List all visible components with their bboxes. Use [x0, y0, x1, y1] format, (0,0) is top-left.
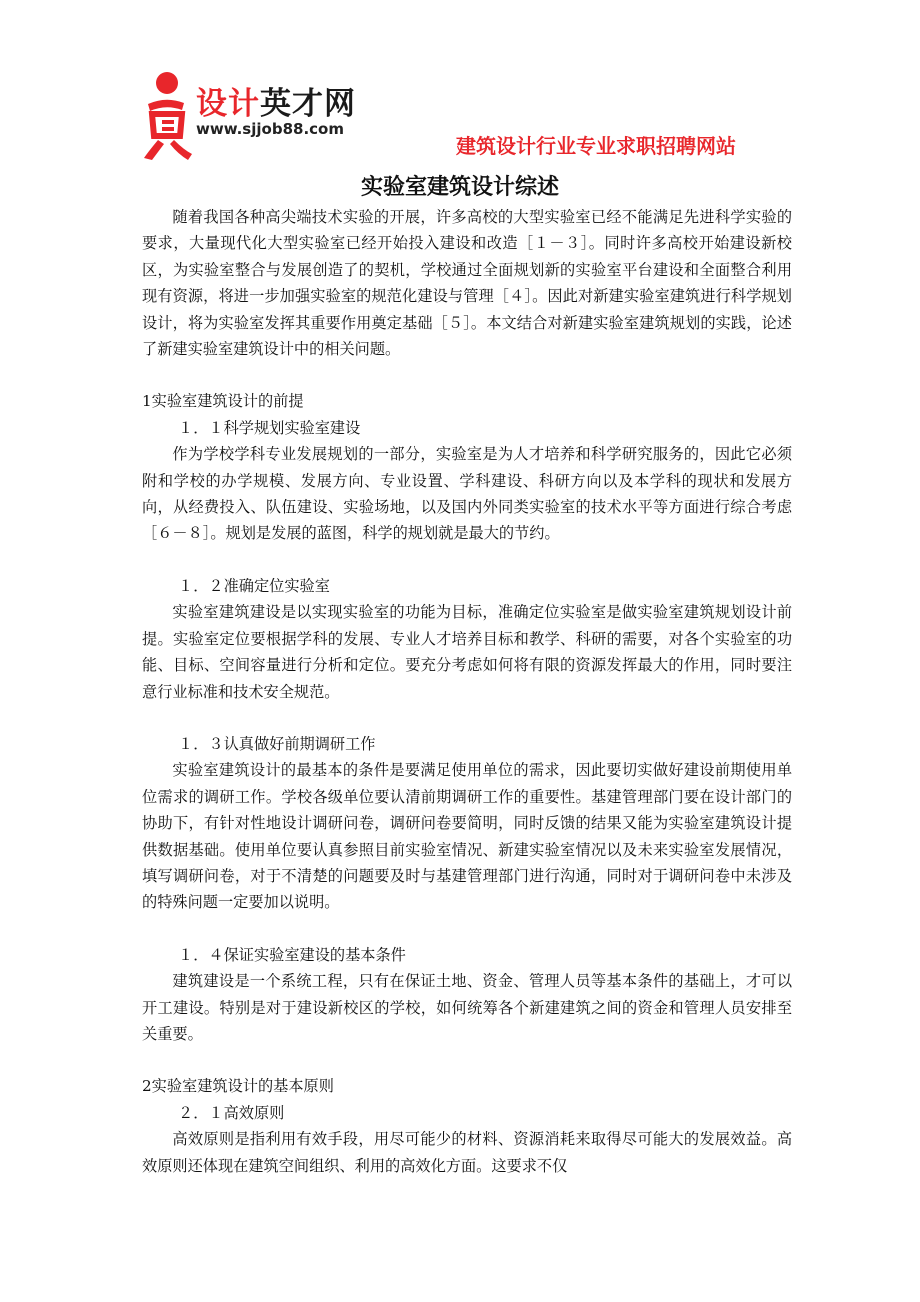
section-2-1-paragraph: 高效原则是指利用有效手段，用尽可能少的材料、资源消耗来取得尽可能大的发展效益。高效原则还体现在建筑空间组织、利用的高效化方面。这要求不仅 [142, 1130, 792, 1175]
section-1-2-heading: １．２准确定位实验室 [178, 576, 330, 595]
intro-paragraph: 随着我国各种高尖端技术实验的开展，许多高校的大型实验室已经不能满足先进科学实验的要求，大量现代化大型实验室已经开始投入建设和改造［１－３］。同时许多高校开始建设新校区，为实验室整合与发展创造了的契机，学校通过全面规划新的实验室平台建设和全面整合利用现有资源，将进一步加强实验室的规范化建设与管理［４］。因此对新建实验室建筑进行科学规划设计，将为实验室发挥其重要作用奠定基础［５］。本文结合对新建实验室建筑规划的实践，论述了新建实验室建筑设计中的相关问题。 [142, 208, 792, 359]
section-1-4-heading: １．４保证实验室建设的基本条件 [178, 945, 406, 964]
section-2-1-heading: ２．１高效原则 [178, 1103, 285, 1122]
section-1-4-paragraph: 建筑建设是一个系统工程，只有在保证土地、资金、管理人员等基本条件的基础上，才可以开工建设。特别是对于建设新校区的学校，如何统筹各个新建建筑之间的资金和管理人员安排至关重要。 [142, 972, 792, 1043]
site-slogan: 建筑设计行业专业求职招聘网站 [456, 134, 736, 158]
section-1-1-paragraph: 作为学校学科专业发展规划的一部分，实验室是为人才培养和科学研究服务的，因此它必须附和学校的办学规模、发展方向、专业设置、学科建设、科研方向以及本学科的现状和发展方向，从经费投入、队伍建设、实验场地，以及国内外同类实验室的技术水平等方面进行综合考虑［６－８］。规划是发展的蓝图，科学的规划就是最大的节约。 [142, 445, 792, 543]
logo-text-part2: 英才网 [260, 86, 356, 122]
section-1-heading: 1实验室建筑设计的前提 [142, 392, 304, 411]
section-2-heading: 2实验室建筑设计的基本原则 [142, 1077, 334, 1096]
document-body [142, 204, 792, 1179]
logo-url: www.sjjob88.com [196, 120, 344, 138]
section-1-1-heading: １．１科学规划实验室建设 [178, 418, 361, 437]
logo-text [196, 78, 356, 123]
section-1-2-paragraph: 实验室建筑建设是以实现实验室的功能为目标，准确定位实验室是做实验室建筑规划设计前提。实验室定位要根据学科的发展、专业人才培养目标和教学、科研的需要，对各个实验室的功能、目标、空间容量进行分析和定位。要充分考虑如何将有限的资源发挥最大的作用，同时要注意行业标准和技术安全规范。 [142, 603, 792, 701]
logo-text-part1: 设计 [196, 86, 260, 122]
site-logo[interactable] [138, 70, 388, 165]
document-title: 实验室建筑设计综述 [360, 175, 559, 200]
logo-mark-icon [138, 70, 194, 162]
section-1-3-heading: １．３认真做好前期调研工作 [178, 734, 376, 753]
section-1-3-paragraph: 实验室建筑设计的最基本的条件是要满足使用单位的需求，因此要切实做好建设前期使用单位需求的调研工作。学校各级单位要认清前期调研工作的重要性。基建管理部门要在设计部门的协助下，有针对性地设计调研问卷，调研问卷要简明，同时反馈的结果又能为实验室建筑设计提供数据基础。使用单位要认真参照目前实验室情况、新建实验室情况以及未来实验室发展情况，填写调研问卷，对于不清楚的问题要及时与基建管理部门进行沟通，同时对于调研问卷中未涉及的特殊问题一定要加以说明。 [142, 761, 792, 912]
